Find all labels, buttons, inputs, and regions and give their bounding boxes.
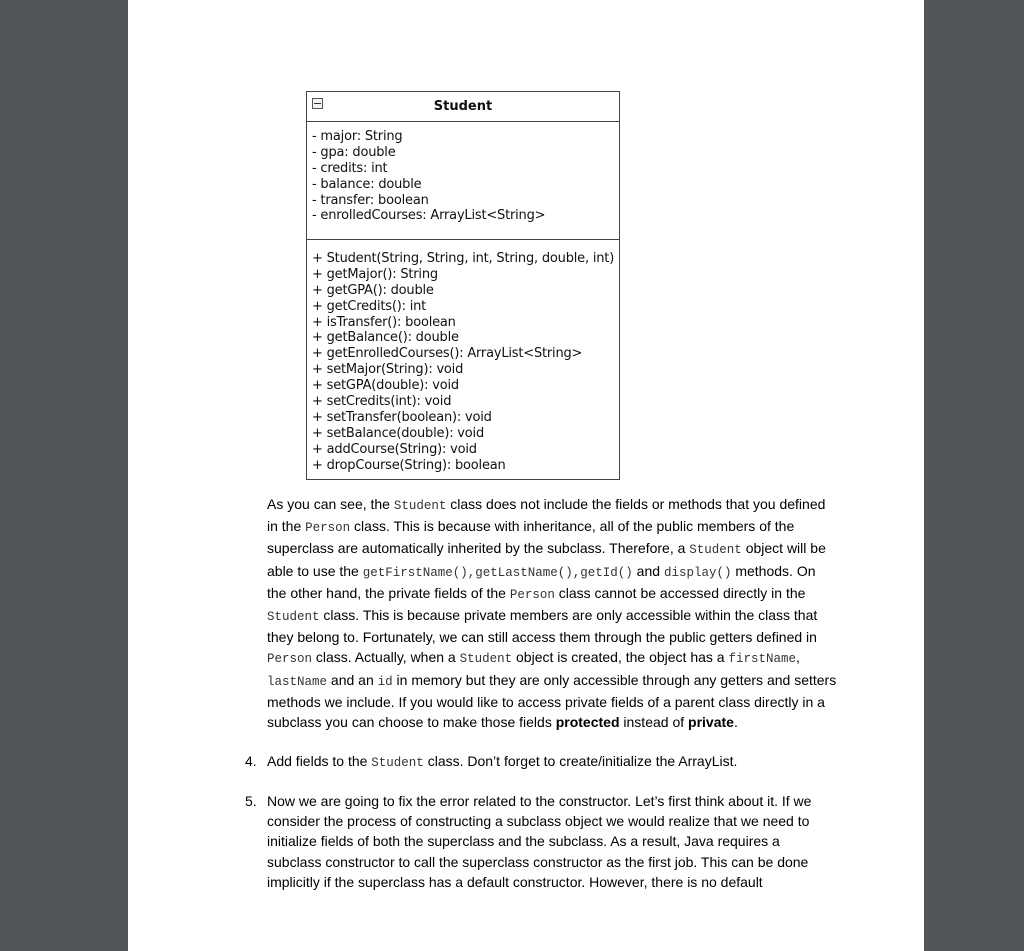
document-page [128,0,924,951]
collapse-icon [312,98,323,109]
step-5-number: 5. [245,793,257,809]
uml-method: + setMajor(String): void [312,362,464,378]
uml-method: + getMajor(): String [312,266,438,282]
uml-method: + setTransfer(boolean): void [312,409,492,425]
uml-class-name: Student [433,99,493,114]
uml-field: - credits: int [312,160,388,176]
uml-method: + setCredits(int): void [312,394,452,410]
uml-method: + isTransfer(): boolean [312,314,456,330]
step-5-text: Now we are going to fix the error related to the constructor. Let’s first think about it. If we consider the process of constructing a subclass object we would realize that we need to initialize fields of both the superclass and the subclass. As a result, Java requires a subclass constructor to call the superclass constructor as the first job. This can be done implicitly if the superclass has a default constructor. However, there is no default [267,793,812,890]
uml-method: + setGPA(double): void [312,378,459,394]
uml-method: + addCourse(String): void [312,441,477,457]
uml-method: + getBalance(): double [312,330,459,346]
uml-field: - transfer: boolean [312,192,429,208]
uml-class-diagram [306,91,620,480]
inheritance-paragraph: As you can see, the Student class does not include the fields or methods that you defined in the Person class. This is because with inheritance, all of the public members of the superclass are automatically inherited by the subclass. Therefore, a Student object will be able to use the getFirstName(),getLastName(),getId() and display() methods. On the other hand, the private fields of the Person class cannot be accessed directly in the Student class. This is because private members are only accessible within the class that they belong to. Fortunately, we can still access them through the public getters defined in Person class. Actually, when a Student object is created, the object has a firstName, lastName and an id in memory but they are only accessible through any getters and setters methods we include. If you would like to access private fields of a parent class directly in a subclass you can choose to make those fields protected instead of private. [267,496,837,731]
uml-field: - major: String [312,129,403,144]
uml-method: + getCredits(): int [312,298,427,314]
uml-method: + getGPA(): double [312,282,434,298]
uml-field: - enrolledCourses: ArrayList<String> [312,208,546,224]
uml-class-header [307,92,619,122]
uml-fields-section [307,122,619,240]
uml-method: + setBalance(double): void [312,425,485,441]
uml-method: + getEnrolledCourses(): ArrayList<String> [312,346,583,362]
uml-method: + Student(String, String, int, String, double, int) [312,251,615,266]
uml-field: - balance: double [312,176,422,192]
step-4-text: Add fields to the Student class. Don’t forget to create/initialize the ArrayList. [267,753,738,770]
uml-methods-section [307,240,619,473]
uml-field: - gpa: double [312,144,396,160]
step-4-number: 4. [245,753,257,769]
uml-method: + dropCourse(String): boolean [312,457,506,473]
